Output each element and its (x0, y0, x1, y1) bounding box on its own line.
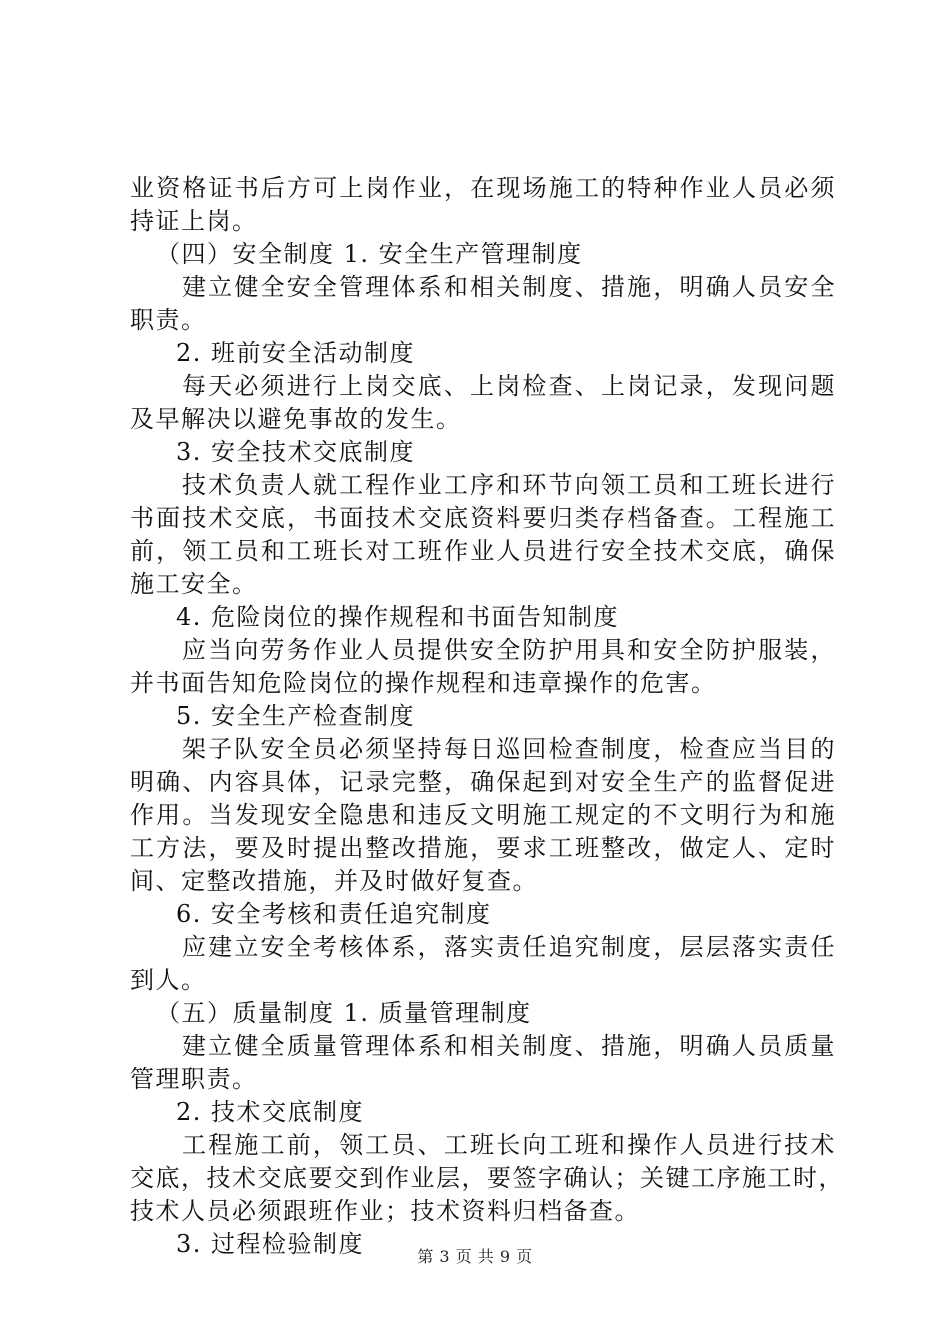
text-line: 职责。 (130, 306, 207, 334)
text-line: 及早解决以避免事故的发生。 (130, 405, 462, 433)
text-line: 管理职责。 (130, 1065, 258, 1093)
text-line: 工方法，要及时提出整改措施，要求工班整改，做定人、定时 (130, 834, 836, 862)
text-line: 到人。 (130, 966, 207, 994)
subsection-heading: 2. 班前安全活动制度 (176, 339, 416, 367)
subsection-heading: 3. 过程检验制度 (176, 1230, 365, 1258)
page-number-footer: 第 3 页 共 9 页 (417, 1247, 533, 1266)
text-line: 交底，技术交底要交到作业层，要签字确认；关键工序施工时， (130, 1164, 844, 1192)
document-body (130, 172, 844, 1261)
text-line: 间、定整改措施，并及时做好复查。 (130, 867, 538, 895)
subsection-heading: 3. 安全技术交底制度 (176, 438, 416, 466)
section-heading: （四）安全制度 1. 安全生产管理制度 (156, 240, 583, 268)
subsection-heading: 4. 危险岗位的操作规程和书面告知制度 (176, 603, 620, 631)
section-heading: （五）质量制度 1. 质量管理制度 (156, 999, 532, 1027)
subsection-heading: 6. 安全考核和责任追究制度 (176, 900, 492, 928)
paragraph-first-line: 工程施工前，领工员、工班长向工班和操作人员进行技术 (182, 1131, 836, 1159)
subsection-heading: 5. 安全生产检查制度 (176, 702, 416, 730)
text-line: 技术人员必须跟班作业；技术资料归档备查。 (130, 1197, 640, 1225)
text-line: 书面技术交底，书面技术交底资料要归类存档备查。工程施工 (130, 504, 836, 532)
text-line: 作用。当发现安全隐患和违反文明施工规定的不文明行为和施 (130, 801, 836, 829)
paragraph-first-line: 建立健全安全管理体系和相关制度、措施，明确人员安全 (182, 273, 836, 301)
text-line: 明确、内容具体，记录完整，确保起到对安全生产的监督促进 (130, 768, 836, 796)
text-line: 前，领工员和工班长对工班作业人员进行安全技术交底，确保 (130, 537, 836, 565)
text-line: 业资格证书后方可上岗作业，在现场施工的特种作业人员必须 (130, 174, 836, 202)
paragraph-first-line: 每天必须进行上岗交底、上岗检查、上岗记录，发现问题 (182, 372, 836, 400)
text-line: 持证上岗。 (130, 207, 258, 235)
paragraph-first-line: 应当向劳务作业人员提供安全防护用具和安全防护服装， (182, 636, 836, 664)
paragraph-first-line: 技术负责人就工程作业工序和环节向领工员和工班长进行 (182, 471, 836, 499)
text-line: 并书面告知危险岗位的操作规程和违章操作的危害。 (130, 669, 717, 697)
text-line: 施工安全。 (130, 570, 258, 598)
paragraph-first-line: 建立健全质量管理体系和相关制度、措施，明确人员质量 (182, 1032, 836, 1060)
subsection-heading: 2. 技术交底制度 (176, 1098, 365, 1126)
paragraph-first-line: 架子队安全员必须坚持每日巡回检查制度，检查应当目的 (182, 735, 836, 763)
paragraph-first-line: 应建立安全考核体系，落实责任追究制度，层层落实责任 (182, 933, 836, 961)
